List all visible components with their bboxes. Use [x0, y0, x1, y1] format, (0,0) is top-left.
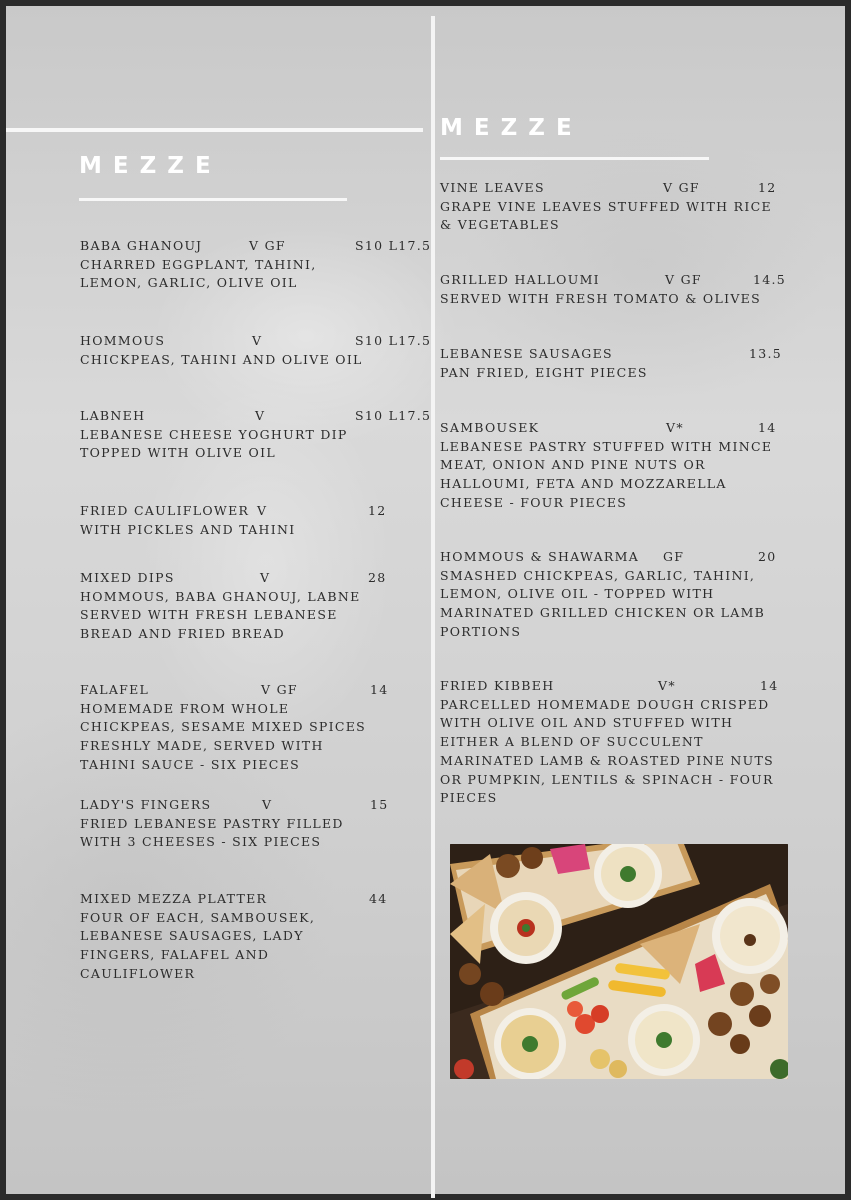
item-name: LABNEH — [80, 408, 146, 423]
item-description: PARCELLED HOMEMADE DOUGH CRISPED WITH OLIVE OIL AND STUFFED WITH EITHER A BLEND OF SUCCULENT MARINATED LAMB & ROASTED PINE NUTS OR PUMPKIN, LENTILS & SPINACH - FOUR PIECES — [440, 696, 774, 806]
dietary-tag: V — [262, 797, 273, 812]
top-rule-left — [6, 128, 423, 132]
dietary-tag: V* — [666, 420, 684, 435]
item-price: 12 — [368, 503, 387, 518]
item-description: PAN FRIED, EIGHT PIECES — [440, 364, 648, 380]
item-price: 14 — [758, 420, 777, 435]
item-name: MIXED MEZZA PLATTER — [80, 891, 268, 906]
item-name: MIXED DIPS — [80, 570, 175, 585]
dietary-tag: V* — [658, 678, 676, 693]
item-price: 28 — [368, 570, 387, 585]
item-description: HOMMOUS, BABA GHANOUJ, LABNE SERVED WITH FRESH LEBANESE BREAD AND FRIED BREAD — [80, 588, 361, 642]
item-name: HOMMOUS — [80, 333, 166, 348]
left-title-underline — [79, 198, 347, 201]
item-description: GRAPE VINE LEAVES STUFFED WITH RICE & VEGETABLES — [440, 198, 772, 233]
item-price: 14 — [370, 682, 389, 697]
item-name: FALAFEL — [80, 682, 150, 697]
item-description: LEBANESE PASTRY STUFFED WITH MINCE MEAT, ONION AND PINE NUTS OR HALLOUMI, FETA AND MOZZARELLA CHEESE - FOUR PIECES — [440, 438, 773, 510]
item-price: 14 — [760, 678, 779, 693]
right-section-title: MEZZE — [440, 115, 583, 141]
item-name: LEBANESE SAUSAGES — [440, 346, 613, 361]
item-description: SMASHED CHICKPEAS, GARLIC, TAHINI, LEMON, OLIVE OIL - TOPPED WITH MARINATED GRILLED CHICKEN OR LAMB PORTIONS — [440, 567, 766, 639]
item-price: S10 L17.5 — [355, 333, 432, 348]
dietary-tag: V — [260, 570, 271, 585]
menu-page — [6, 6, 845, 1194]
dietary-tag: V — [252, 333, 263, 348]
item-description: CHARRED EGGPLANT, TAHINI, LEMON, GARLIC, OLIVE OIL — [80, 256, 317, 291]
right-title-underline — [440, 157, 709, 160]
dietary-tag: GF — [663, 549, 685, 564]
dietary-tag: V GF — [665, 272, 702, 287]
item-price: 15 — [370, 797, 389, 812]
item-price: S10 L17.5 — [355, 238, 432, 253]
item-description: FRIED LEBANESE PASTRY FILLED WITH 3 CHEESES - SIX PIECES — [80, 815, 344, 850]
item-name: FRIED KIBBEH — [440, 678, 555, 693]
item-description: FOUR OF EACH, SAMBOUSEK, LEBANESE SAUSAGES, LADY FINGERS, FALAFEL AND CAULIFLOWER — [80, 909, 316, 981]
item-price: 13.5 — [749, 346, 783, 361]
item-description: WITH PICKLES AND TAHINI — [80, 521, 296, 537]
dietary-tag: V — [257, 503, 268, 518]
item-name: GRILLED HALLOUMI — [440, 272, 600, 287]
item-name: HOMMOUS & SHAWARMA — [440, 549, 640, 564]
dietary-tag: V GF — [249, 238, 286, 253]
food-photo-illustration — [450, 844, 788, 1079]
item-description: LEBANESE CHEESE YOGHURT DIP TOPPED WITH OLIVE OIL — [80, 426, 348, 461]
item-price: S10 L17.5 — [355, 408, 432, 423]
item-description: CHICKPEAS, TAHINI AND OLIVE OIL — [80, 351, 363, 367]
dietary-tag: V — [255, 408, 266, 423]
left-section-title: MEZZE — [79, 153, 222, 179]
item-name: FRIED CAULIFLOWER — [80, 503, 250, 518]
mezze-platter-photo — [450, 844, 788, 1079]
item-description: HOMEMADE FROM WHOLE CHICKPEAS, SESAME MIXED SPICES FRESHLY MADE, SERVED WITH TAHINI SAUCE - SIX PIECES — [80, 700, 367, 772]
dietary-tag: V GF — [663, 180, 700, 195]
item-name: SAMBOUSEK — [440, 420, 540, 435]
column-divider — [431, 16, 435, 1198]
item-price: 44 — [369, 891, 388, 906]
item-name: LADY'S FINGERS — [80, 797, 212, 812]
item-name: VINE LEAVES — [440, 180, 545, 195]
item-name: BABA GHANOUJ — [80, 238, 203, 253]
item-description: SERVED WITH FRESH TOMATO & OLIVES — [440, 290, 761, 306]
dietary-tag: V GF — [261, 682, 298, 697]
item-price: 20 — [758, 549, 777, 564]
item-price: 12 — [758, 180, 777, 195]
item-price: 14.5 — [753, 272, 787, 287]
